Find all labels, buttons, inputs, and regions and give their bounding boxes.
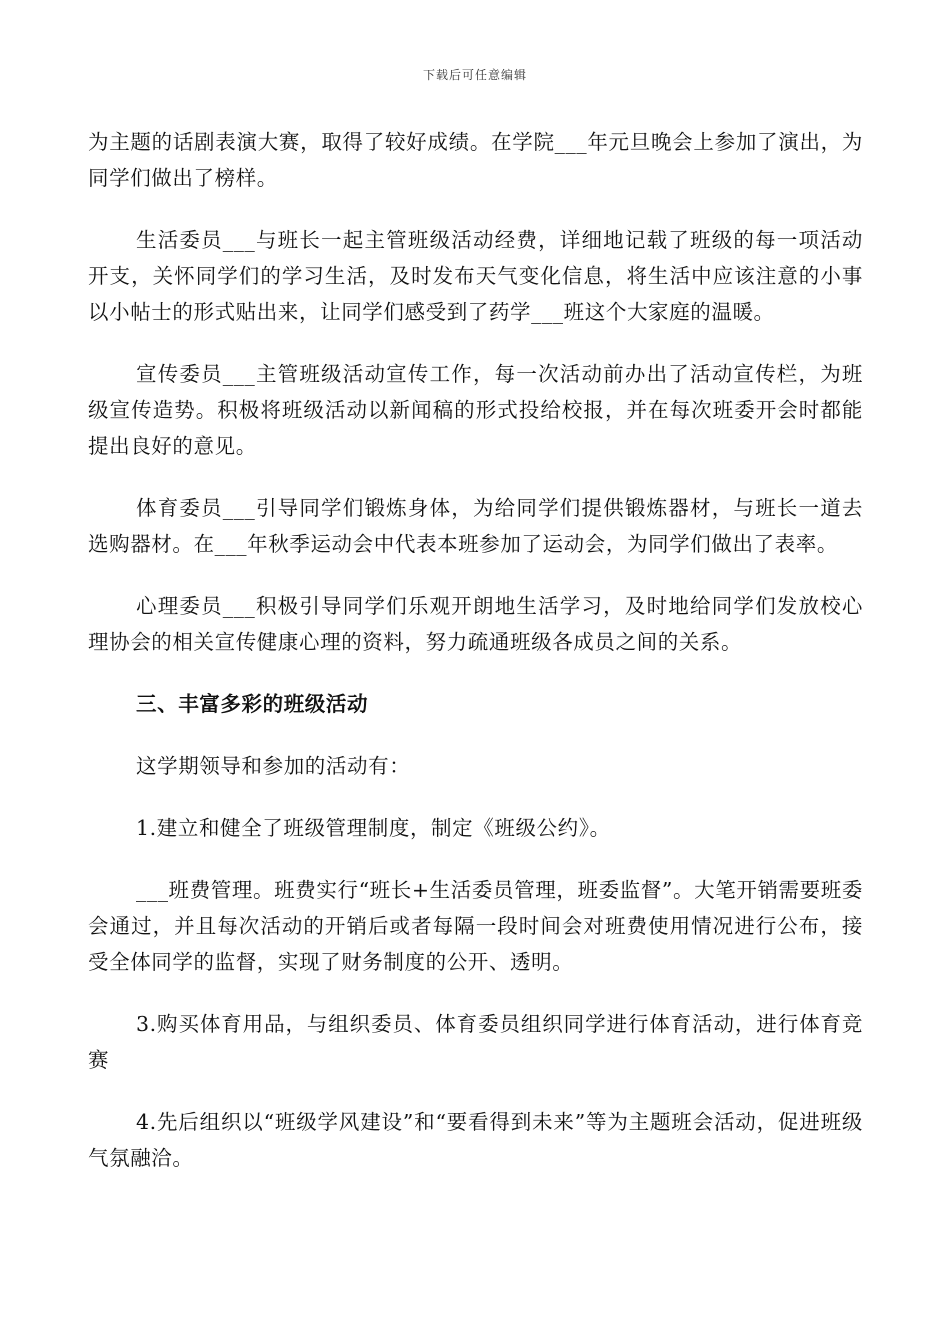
page-header: 下载后可任意编辑 [422,68,527,82]
list-item-2: ___班费管理。班费实行“班长+生活委员管理，班委监督”。大笔开销需要班委会通过，并且每次活动的开销后或者每隔一段时间会对班费使用情况进行公布，接受全体同学的监督，实现了财务制度的公开、透明。 [88,878,863,974]
paragraph-life-committee: 生活委员___与班长一起主管班级活动经费，详细地记载了班级的每一项活动开支，关怀同学们的学习生活，及时发布天气变化信息，将生活中应该注意的小事以小帖士的形式贴出来，让同学们感受到了药学___班这个大家庭的温暖。 [88,228,863,324]
list-item-3: 3.购买体育用品，与组织委员、体育委员组织同学进行体育活动，进行体育竞赛 [88,1012,863,1072]
paragraph-continuation: 为主题的话剧表演大赛，取得了较好成绩。在学院___年元旦晚会上参加了演出，为同学们做出了榜样。 [88,130,863,190]
list-item-1: 1.建立和健全了班级管理制度，制定《班级公约》。 [136,816,611,840]
list-item-4: 4.先后组织以“班级学风建设”和“要看得到未来”等为主题班会活动，促进班级气氛融洽。 [88,1110,863,1170]
section-heading: 三、丰富多彩的班级活动 [136,692,369,716]
paragraph-publicity-committee: 宣传委员___主管班级活动宣传工作，每一次活动前办出了活动宣传栏，为班级宣传造势。积极将班级活动以新闻稿的形式投给校报，并在每次班委开会时都能提出良好的意见。 [88,362,863,458]
paragraph-activities-intro: 这学期领导和参加的活动有： [136,754,411,778]
paragraph-psychology-committee: 心理委员___积极引导同学们乐观开朗地生活学习，及时地给同学们发放校心理协会的相关宣传健康心理的资料，努力疏通班级各成员之间的关系。 [88,594,863,654]
document-body [88,124,863,1202]
paragraph-sports-committee: 体育委员___引导同学们锻炼身体，为给同学们提供锻炼器材，与班长一道去选购器材。在___年秋季运动会中代表本班参加了运动会，为同学们做出了表率。 [88,496,863,556]
